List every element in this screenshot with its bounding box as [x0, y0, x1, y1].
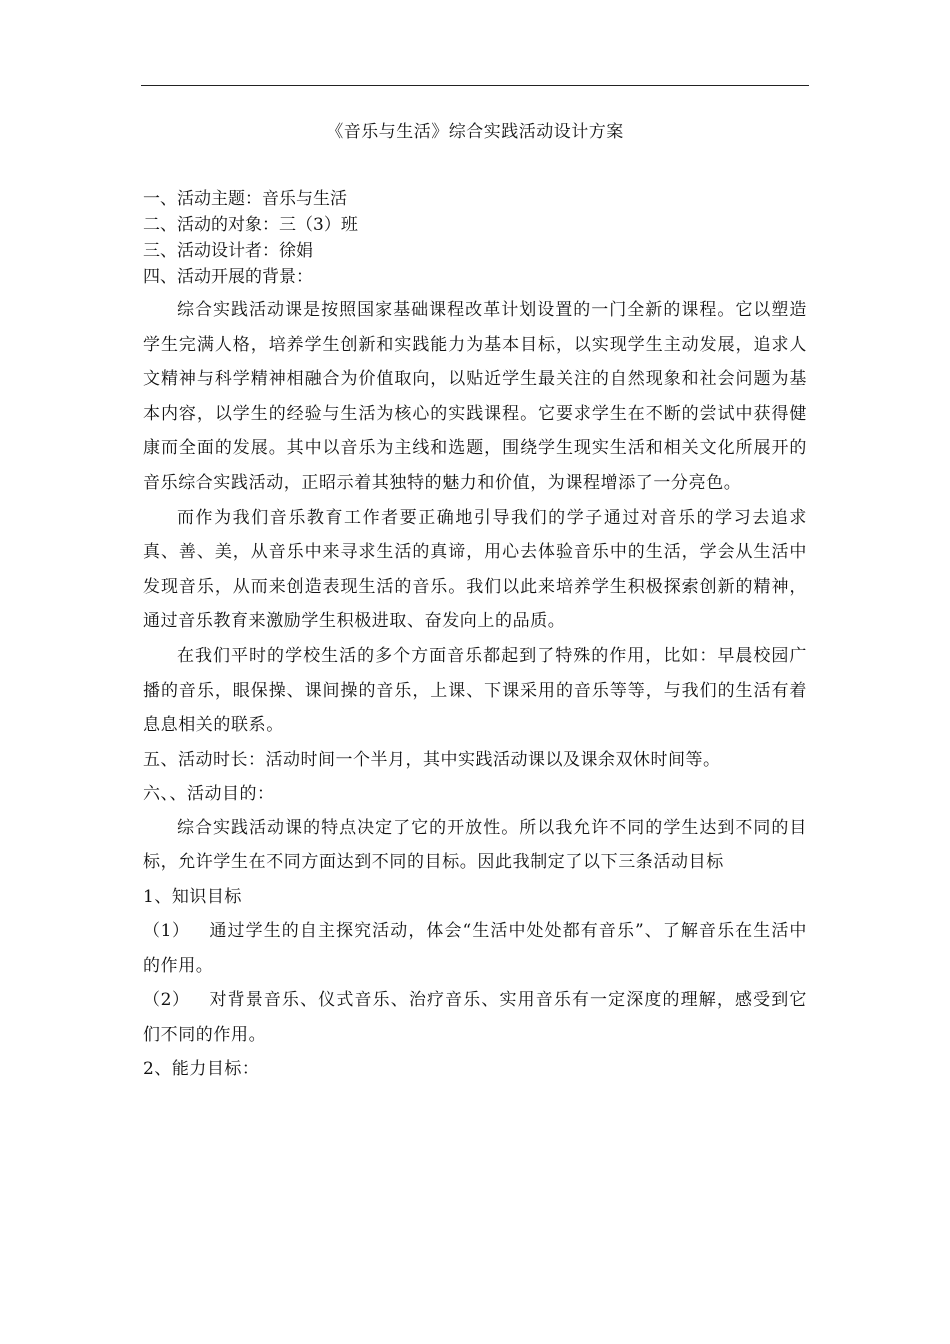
background-paragraph: 在我们平时的学校生活的多个方面音乐都起到了特殊的作用，比如：早晨校园广播的音乐，眼保操、课间操的音乐，上课、下课采用的音乐等等，与我们的生活有着息息相关的联系。 — [143, 645, 807, 736]
background-heading: 四、活动开展的背景： — [143, 267, 313, 287]
document-body — [143, 186, 807, 1086]
knowledge-item — [143, 914, 807, 983]
background-paragraph: 综合实践活动课是按照国家基础课程改革计划设置的一门全新的课程。它以塑造学生完满人格，培养学生创新和实践能力为基本目标，以实现学生主动发展，追求人文精神与科学精神相融合为价值取向，以贴近学生最关注的自然现象和社会问题为基本内容，以学生的经验与生活为核心的实践课程。它要求学生在不断的尝试中获得健康而全面的发展。其中以音乐为主线和选题，围绕学生现实生活和相关文化所展开的音乐综合实践活动，正昭示着其独特的魅力和价值，为课程增添了一分亮色。 — [143, 300, 807, 493]
item-text: 通过学生的自主探究活动，体会“生活中处处都有音乐”、了解音乐在生活中的作用。 — [143, 920, 807, 976]
knowledge-heading: 1、知识目标 — [143, 886, 242, 907]
activity-target-line: 二、活动的对象：三（3）班 — [143, 215, 358, 235]
item-number: （2） — [143, 990, 190, 1011]
knowledge-item — [143, 983, 807, 1052]
item-text: 对背景音乐、仪式音乐、治疗音乐、实用音乐有一定深度的理解，感受到它们不同的作用。 — [143, 990, 807, 1045]
ability-heading: 2、能力目标： — [143, 1059, 260, 1080]
duration-line: 五、活动时长：活动时间一个半月，其中实践活动课以及课余双休时间等。 — [143, 749, 721, 770]
background-paragraph: 而作为我们音乐教育工作者要正确地引导我们的学子通过对音乐的学习去追求真、善、美，从音乐中来寻求生活的真谛，用心去体验音乐中的生活，学会从生活中发现音乐，从而来创造表现生活的音乐。我们以此来培养学生积极探索创新的精神，通过音乐教育来激励学生积极进取、奋发向上的品质。 — [143, 507, 807, 632]
header-rule — [141, 85, 809, 86]
purpose-heading: 六、、活动目的： — [143, 783, 275, 804]
activity-designer-line: 三、活动设计者：徐娟 — [143, 241, 313, 261]
purpose-paragraph: 综合实践活动课的特点决定了它的开放性。所以我允许不同的学生达到不同的目标，允许学生在不同方面达到不同的目标。因此我制定了以下三条活动目标 — [143, 817, 807, 873]
document-title: 《音乐与生活》综合实践活动设计方案 — [326, 122, 624, 142]
item-number: （1） — [143, 920, 190, 941]
activity-theme-line: 一、活动主题：音乐与生活 — [143, 189, 347, 209]
